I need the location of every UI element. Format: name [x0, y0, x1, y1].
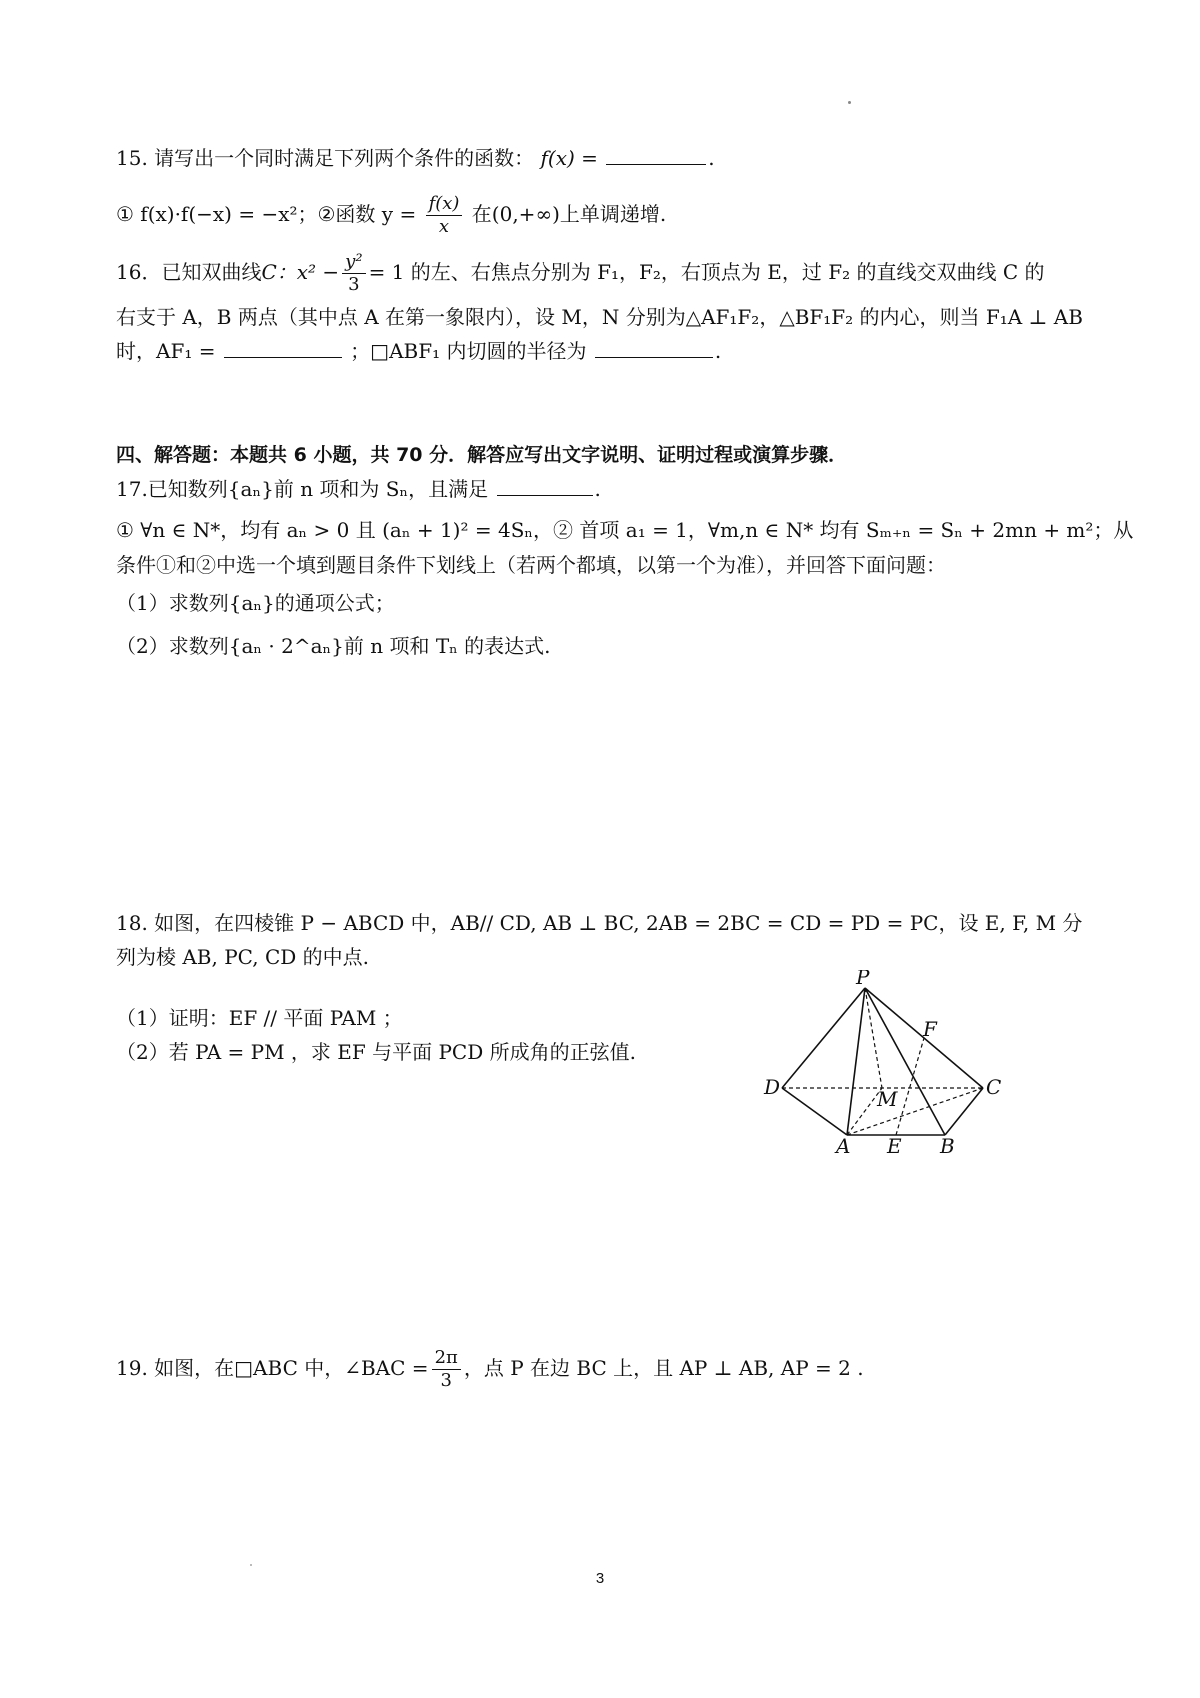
q16-hyperbola: C：x² −	[261, 260, 340, 284]
q18-line-2-text: 列为棱 AB, PC, CD 的中点.	[116, 945, 370, 969]
q15-line-2	[116, 192, 1100, 240]
q15-conditions: ① f(x)·f(−x) = −x²；②函数 y =	[116, 202, 417, 226]
q17-sub-2-text: （2）求数列{aₙ · 2^aₙ}前 n 项和 Tₙ 的表达式.	[116, 634, 551, 658]
q16-frac-num: y²	[342, 251, 365, 274]
scan-dot-2	[250, 1564, 252, 1566]
edge-PB	[865, 988, 945, 1135]
q16-foci: = 1 的左、右焦点分别为 F₁，F₂，右顶点为 E，过 F₂ 的直线交双曲线 C 的	[368, 260, 1045, 284]
q19-frac-den: 3	[440, 1370, 452, 1391]
label-B: B	[940, 1134, 955, 1158]
q17-sub-1	[116, 588, 1100, 618]
q15-line-1: 15. 请写出一个同时满足下列两个条件的函数： f(x) = .	[116, 146, 715, 170]
edge-PD	[782, 988, 865, 1088]
q19-line-1	[116, 1346, 1100, 1396]
q15-fraction	[426, 193, 463, 238]
label-A: A	[836, 1134, 851, 1158]
q19-frac-num: 2π	[432, 1347, 461, 1370]
q17-instructions: 条件①和②中选一个填到题目条件下划线上（若两个都填，以第一个为准），并回答下面问题：	[116, 553, 946, 577]
q15-frac-num: f(x)	[426, 193, 463, 216]
q16-line-2	[116, 302, 1100, 332]
label-P: P	[856, 970, 870, 989]
q16-answer-blank-1[interactable]	[224, 339, 342, 358]
q17-line-3	[116, 550, 1100, 580]
label-F: F	[923, 1017, 937, 1041]
q19-prompt: 19. 如图，在□ABC 中，∠BAC =	[116, 1356, 429, 1380]
q16-answer-blank-2[interactable]	[595, 339, 713, 358]
q16-prompt: 16．已知双曲线	[116, 260, 262, 284]
q15-fx: f(x) =	[540, 146, 598, 170]
q16-line-1	[116, 250, 1100, 298]
q18-sub-1-text: （1）证明：EF // 平面 PAM ；	[116, 1006, 403, 1030]
q16-line-3: 时，AF₁ = ；□ABF₁ 内切圆的半径为 .	[116, 339, 722, 363]
q19-fraction	[432, 1347, 461, 1392]
q17-sub-1-text: （1）求数列{aₙ}的通项公式；	[116, 591, 395, 615]
q17-sub-2	[116, 631, 1100, 661]
scan-dot	[848, 101, 851, 104]
q15-answer-blank[interactable]	[606, 146, 706, 165]
q16-question-a: 时，AF₁ =	[116, 339, 216, 363]
edge-BC	[945, 1088, 983, 1135]
q16-condition: 右支于 A，B 两点（其中点 A 在第一象限内），设 M，N 分别为△AF₁F₂，△BF₁F₂ 的内心，则当 F₁A ⊥ AB	[116, 305, 1083, 329]
label-C: C	[986, 1075, 1002, 1099]
label-M: M	[877, 1087, 898, 1111]
q18-line-2	[116, 942, 1100, 972]
label-D: D	[764, 1075, 781, 1099]
q16-fraction	[342, 251, 365, 296]
segment-AC	[847, 1088, 983, 1135]
q16-frac-den: 3	[348, 274, 360, 295]
q18-line-1	[116, 908, 1100, 938]
q15-frac-den: x	[438, 216, 450, 237]
q17-condition-blank[interactable]	[497, 477, 593, 496]
section-heading: 四、解答题：本题共 6 小题，共 70 分．解答应写出文字说明、证明过程或演算步骤．	[116, 444, 848, 466]
q17-prompt: 17.已知数列{aₙ}前 n 项和为 Sₙ，且满足	[116, 477, 489, 501]
q17-conditions: ① ∀n ∈ N*，均有 aₙ > 0 且 (aₙ + 1)² = 4Sₙ，② 首项 a₁ = 1，∀m,n ∈ N* 均有 Sₘ₊ₙ = Sₙ + 2mn + m²；从	[116, 518, 1134, 542]
q17-line-2	[116, 515, 1134, 545]
q18-sub-2-text: （2）若 PA = PM ，求 EF 与平面 PCD 所成角的正弦值.	[116, 1040, 636, 1064]
edge-DA	[782, 1088, 847, 1135]
edge-PA	[847, 988, 865, 1135]
pyramid-figure	[760, 970, 1020, 1160]
page-number: 3	[595, 1570, 605, 1587]
q15-prompt: 15. 请写出一个同时满足下列两个条件的函数：	[116, 146, 535, 170]
q15-monotone: 在(0,+∞)上单调递增.	[471, 202, 667, 226]
q19-condition: ，点 P 在边 BC 上，且 AP ⊥ AB, AP = 2 .	[463, 1356, 864, 1380]
q16-question-b: ；□ABF₁ 内切圆的半径为	[350, 339, 587, 363]
q17-line-1: 17.已知数列{aₙ}前 n 项和为 Sₙ，且满足 .	[116, 477, 601, 501]
q18-line-1-text: 18. 如图，在四棱锥 P − ABCD 中，AB// CD, AB ⊥ BC, 2AB = 2BC = CD = PD = PC，设 E, F, M 分	[116, 911, 1083, 935]
label-E: E	[887, 1134, 902, 1158]
